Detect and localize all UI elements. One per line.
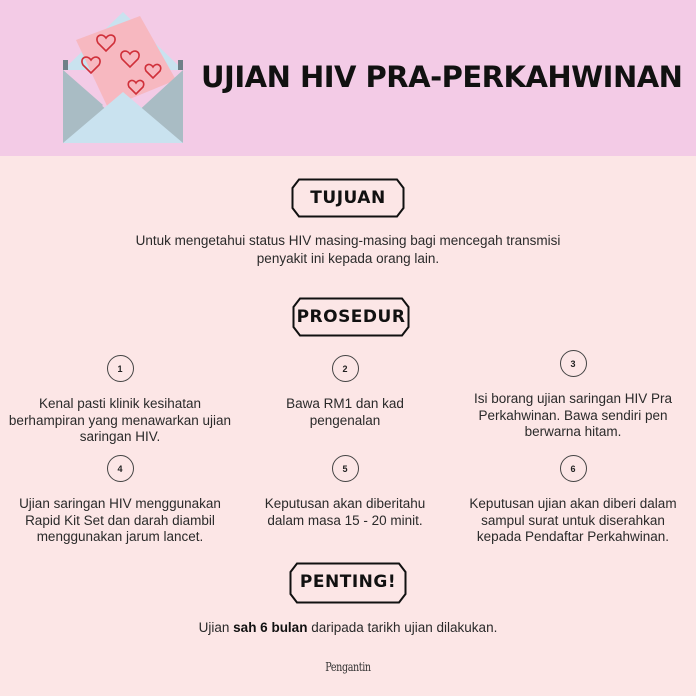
section-label-tujuan: TUJUAN [310,188,386,208]
section-badge-penting [289,562,407,602]
step-number-badge: 3 [560,350,587,377]
step-text: Kenal pasti klinik kesihatan berhampiran yang menawarkan ujian saringan HIV. [8,396,232,444]
step-text: Keputusan akan diberitahu dalam masa 15 - 20 minit. [264,496,426,528]
penting-text-end: daripada tarikh ujian dilakukan. [307,620,498,635]
penting-text-start: Ujian [198,620,234,635]
section-label-prosedur: PROSEDUR [296,307,406,327]
header [0,0,696,156]
tujuan-line-2: penyakit ini kepada orang lain. [256,251,440,266]
step-5 [230,455,460,529]
step-number-badge: 6 [560,455,587,482]
step-4 [5,455,235,546]
step-number-badge: 5 [332,455,359,482]
step-6 [458,455,688,546]
section-badge-tujuan [291,178,405,218]
penting-description [0,619,696,637]
step-1 [5,355,235,446]
step-number-badge: 1 [107,355,134,382]
section-badge-prosedur [292,297,410,337]
penting-text-highlight: sah 6 bulan [233,620,308,635]
tujuan-description [0,232,696,268]
step-number-badge: 4 [107,455,134,482]
step-text: Keputusan ujian akan diberi dalam sampul surat untuk diserahkan kepada Pendaftar Perkahwinan. [469,496,677,544]
step-text: Bawa RM1 dan kad pengenalan [286,396,404,428]
step-3 [458,350,688,441]
envelope-with-hearts-icon [58,10,188,146]
step-number-badge: 2 [332,355,359,382]
page-title: UJIAN HIV PRA-PERKAHWINAN [201,60,683,94]
step-2 [230,355,460,429]
section-label-penting: PENTING! [299,572,397,592]
brand-logo: Pengantin [325,660,371,674]
step-text: Ujian saringan HIV menggunakan Rapid Kit Set dan darah diambil menggunakan jarum lancet. [19,496,221,544]
step-text: Isi borang ujian saringan HIV Pra Perkahwinan. Bawa sendiri pen berwarna hitam. [473,391,673,439]
tujuan-line-1: Untuk mengetahui status HIV masing-masing bagi mencegah transmisi [135,233,561,248]
